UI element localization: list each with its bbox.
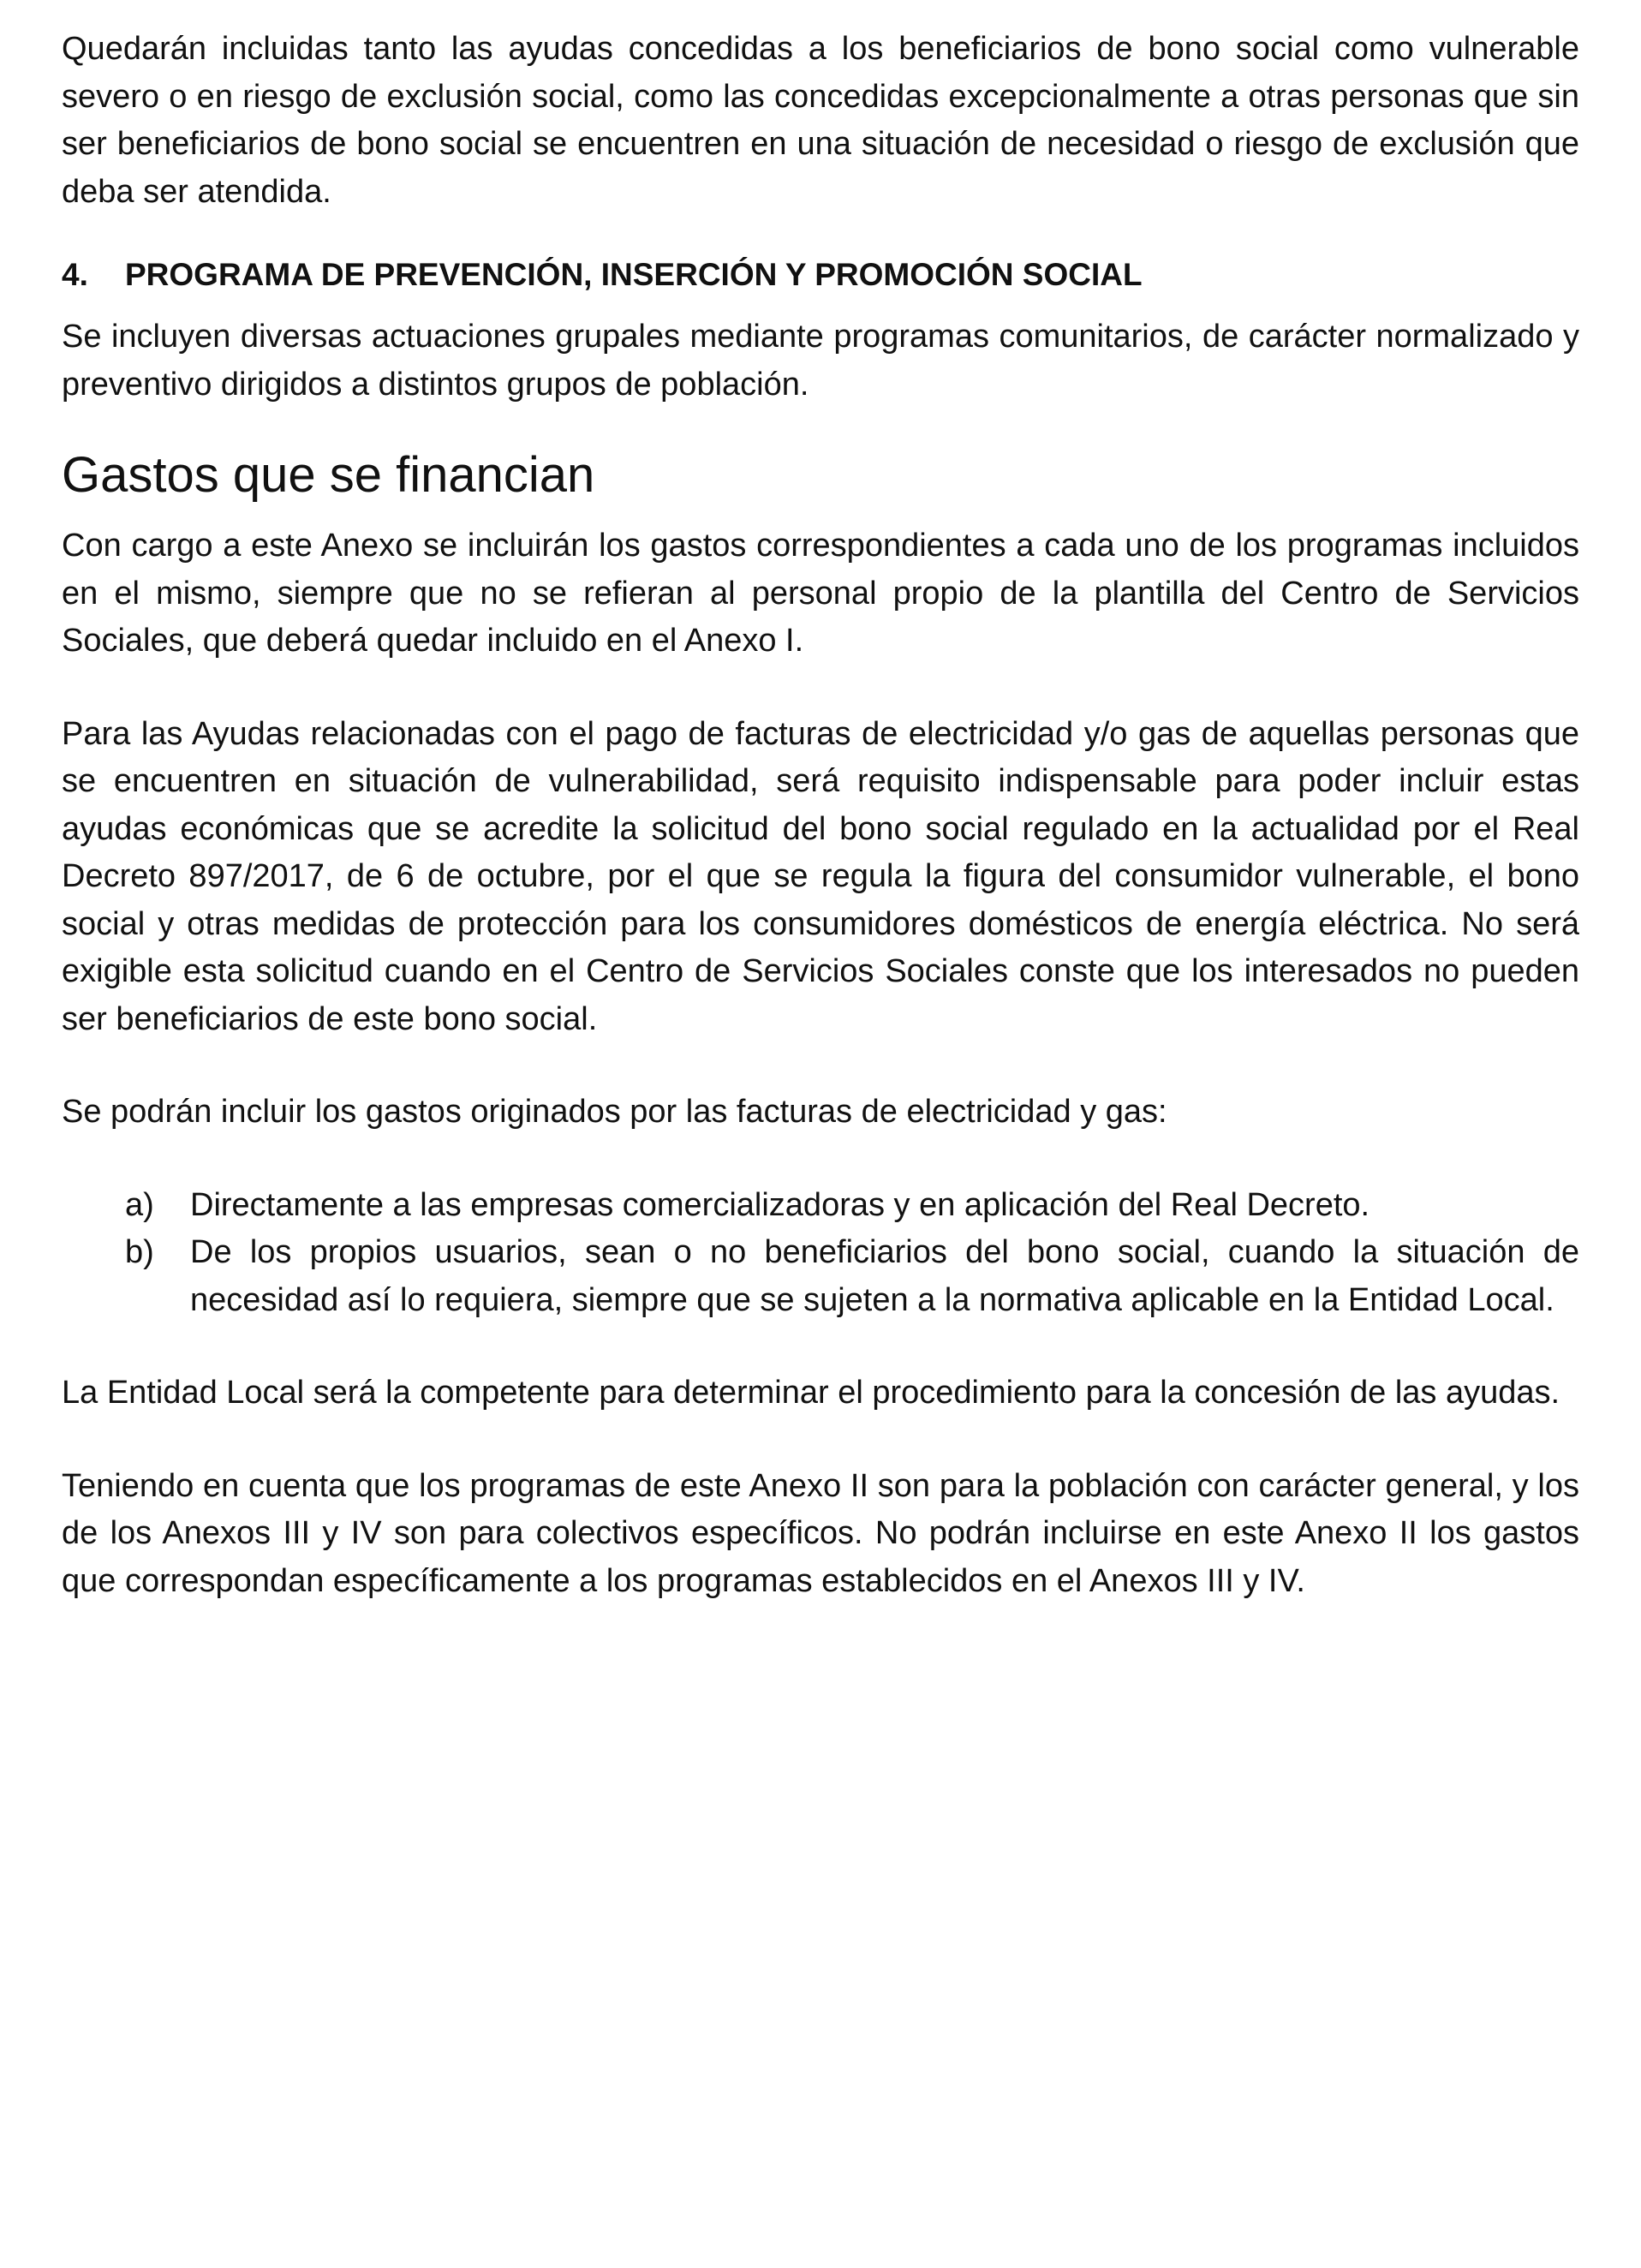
- list-item-marker: a): [125, 1186, 154, 1223]
- gastos-paragraph-5: Teniendo en cuenta que los programas de este Anexo II son para la población con carácter general, y los de los Anexos III y IV son para colectivos específicos. No podrán incluirse en este Anexo II los gastos que correspondan específicamente a los programas establecidos en el Anexos III y IV.: [62, 1467, 1579, 1599]
- section-4-body: Se incluyen diversas actuaciones grupales mediante programas comunitarios, de carácter normalizado y preventivo dirigidos a distintos grupos de población.: [62, 319, 1579, 403]
- gastos-paragraph-3: Se podrán incluir los gastos originados por las facturas de electricidad y gas:: [62, 1094, 1167, 1130]
- list-item-text: De los propios usuarios, sean o no beneficiarios del bono social, cuando la situación de necesidad así lo requiera, siempre que se sujeten a la normativa aplicable en la Entidad Local.: [190, 1234, 1579, 1318]
- list-item: [62, 1229, 1579, 1324]
- list-item: [62, 1182, 1579, 1230]
- gastos-paragraph-4: La Entidad Local será la competente para determinar el procedimiento para la concesión de las ayudas.: [62, 1375, 1560, 1411]
- section-4-number: 4.: [62, 257, 88, 292]
- gastos-heading: Gastos que se financian: [62, 447, 595, 503]
- list-item-marker: b): [125, 1234, 154, 1270]
- gastos-list: [62, 1182, 1579, 1325]
- intro-paragraph: Quedarán incluidas tanto las ayudas concedidas a los beneficiarios de bono social como vulnerable severo o en riesgo de exclusión social, como las concedidas excepcionalmente a otras personas que sin ser beneficiarios de bono social se encuentren en una situación de necesidad o riesgo de exclusión que deba ser atendida.: [62, 31, 1579, 210]
- document-page: [62, 26, 1579, 1605]
- gastos-paragraph-1: Con cargo a este Anexo se incluirán los gastos correspondientes a cada uno de los programas incluidos en el mismo, siempre que no se refieran al personal propio de la plantilla del Centro de Servicios Sociales, que deberá quedar incluido en el Anexo I.: [62, 528, 1579, 659]
- section-4-title: PROGRAMA DE PREVENCIÓN, INSERCIÓN Y PROMOCIÓN SOCIAL: [125, 257, 1143, 292]
- gastos-paragraph-2: Para las Ayudas relacionadas con el pago de facturas de electricidad y/o gas de aquellas personas que se encuentren en situación de vulnerabilidad, será requisito indispensable para poder incluir estas ayudas económicas que se acredite la solicitud del bono social regulado en la actualidad por el Real Decreto 897/2017, de 6 de octubre, por el que se regula la figura del consumidor vulnerable, el bono social y otras medidas de protección para los consumidores domésticos de energía eléctrica. No será exigible esta solicitud cuando en el Centro de Servicios Sociales conste que los interesados no pueden ser beneficiarios de este bono social.: [62, 715, 1579, 1037]
- section-4-heading: [62, 251, 1579, 298]
- list-item-text: Directamente a las empresas comercializadoras y en aplicación del Real Decreto.: [190, 1186, 1370, 1223]
